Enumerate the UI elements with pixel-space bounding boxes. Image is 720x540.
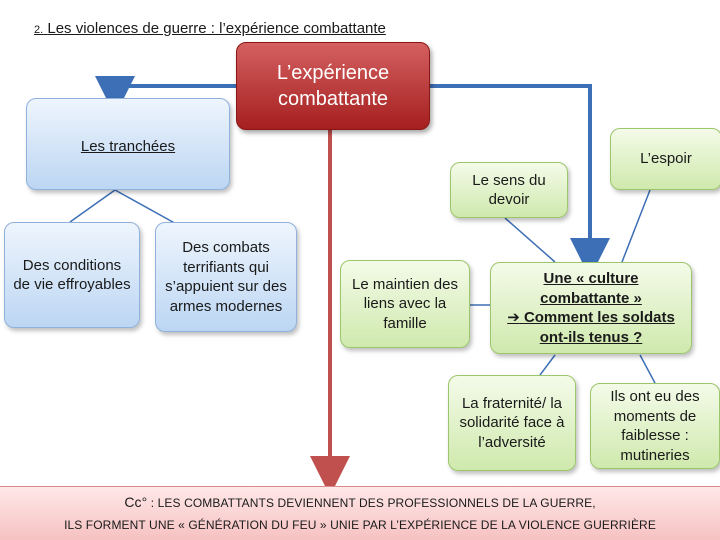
- node-fraternite-label: La fraternité/ la solidarité face à l’adversité: [459, 394, 565, 451]
- arrow-right-icon: ➔: [507, 309, 520, 326]
- connector-devoir-culture: [505, 218, 555, 262]
- node-maintien: [340, 260, 470, 348]
- node-culture: [490, 262, 692, 354]
- node-tranchees: [26, 98, 230, 190]
- node-culture-line2: Comment les soldats ont-ils tenus ?: [523, 309, 675, 346]
- main-node-label: L’expérience combattante: [276, 62, 390, 110]
- title-number: 2.: [34, 24, 44, 36]
- connector-culture-fraternite: [540, 355, 555, 375]
- conclusion-text2: ILS FORMENT UNE « GÉNÉRATION DU FEU » UNIE PAR L’EXPÉRIENCE DE LA VIOLENCE GUERRIÈRE: [64, 518, 656, 532]
- node-devoir: [450, 162, 568, 218]
- title-text: Les violences de guerre : l’expérience combattante: [47, 20, 386, 37]
- node-combats-label: Des combats terrifiants qui s’appuient sur des armes modernes: [165, 239, 287, 315]
- node-fraternite: [448, 375, 576, 471]
- node-faiblesse-label: Ils ont eu des moments de faiblesse : mutineries: [610, 388, 700, 464]
- connector-espoir-culture: [622, 190, 650, 262]
- node-espoir-label: L’espoir: [640, 150, 692, 168]
- conclusion-line1: [0, 494, 720, 510]
- node-culture-line1: Une « culture combattante »: [540, 270, 642, 307]
- node-tranchees-label: Les tranchées: [80, 138, 176, 155]
- main-node: [236, 42, 430, 130]
- node-conditions: [4, 222, 140, 328]
- connector-tranchees-combats: [115, 190, 180, 226]
- node-espoir: [610, 128, 720, 190]
- node-maintien-label: Le maintien des liens avec la famille: [352, 275, 458, 332]
- connector-main-tranchees: [115, 86, 236, 96]
- node-conditions-label: Des conditions de vie effroyables: [13, 256, 131, 293]
- conclusion-label: Cc°: [124, 494, 148, 510]
- connector-culture-faiblesse: [640, 355, 655, 383]
- conclusion-line2: [0, 518, 720, 532]
- conclusion-text1: : LES COMBATTANTS DEVIENNENT DES PROFESSIONNELS DE LA GUERRE,: [150, 496, 596, 510]
- node-culture-line2-wrap: [491, 308, 691, 347]
- node-faiblesse: [590, 383, 720, 469]
- connector-tranchees-conditions: [70, 190, 115, 222]
- node-devoir-label: Le sens du devoir: [472, 171, 546, 208]
- node-combats: [155, 222, 297, 332]
